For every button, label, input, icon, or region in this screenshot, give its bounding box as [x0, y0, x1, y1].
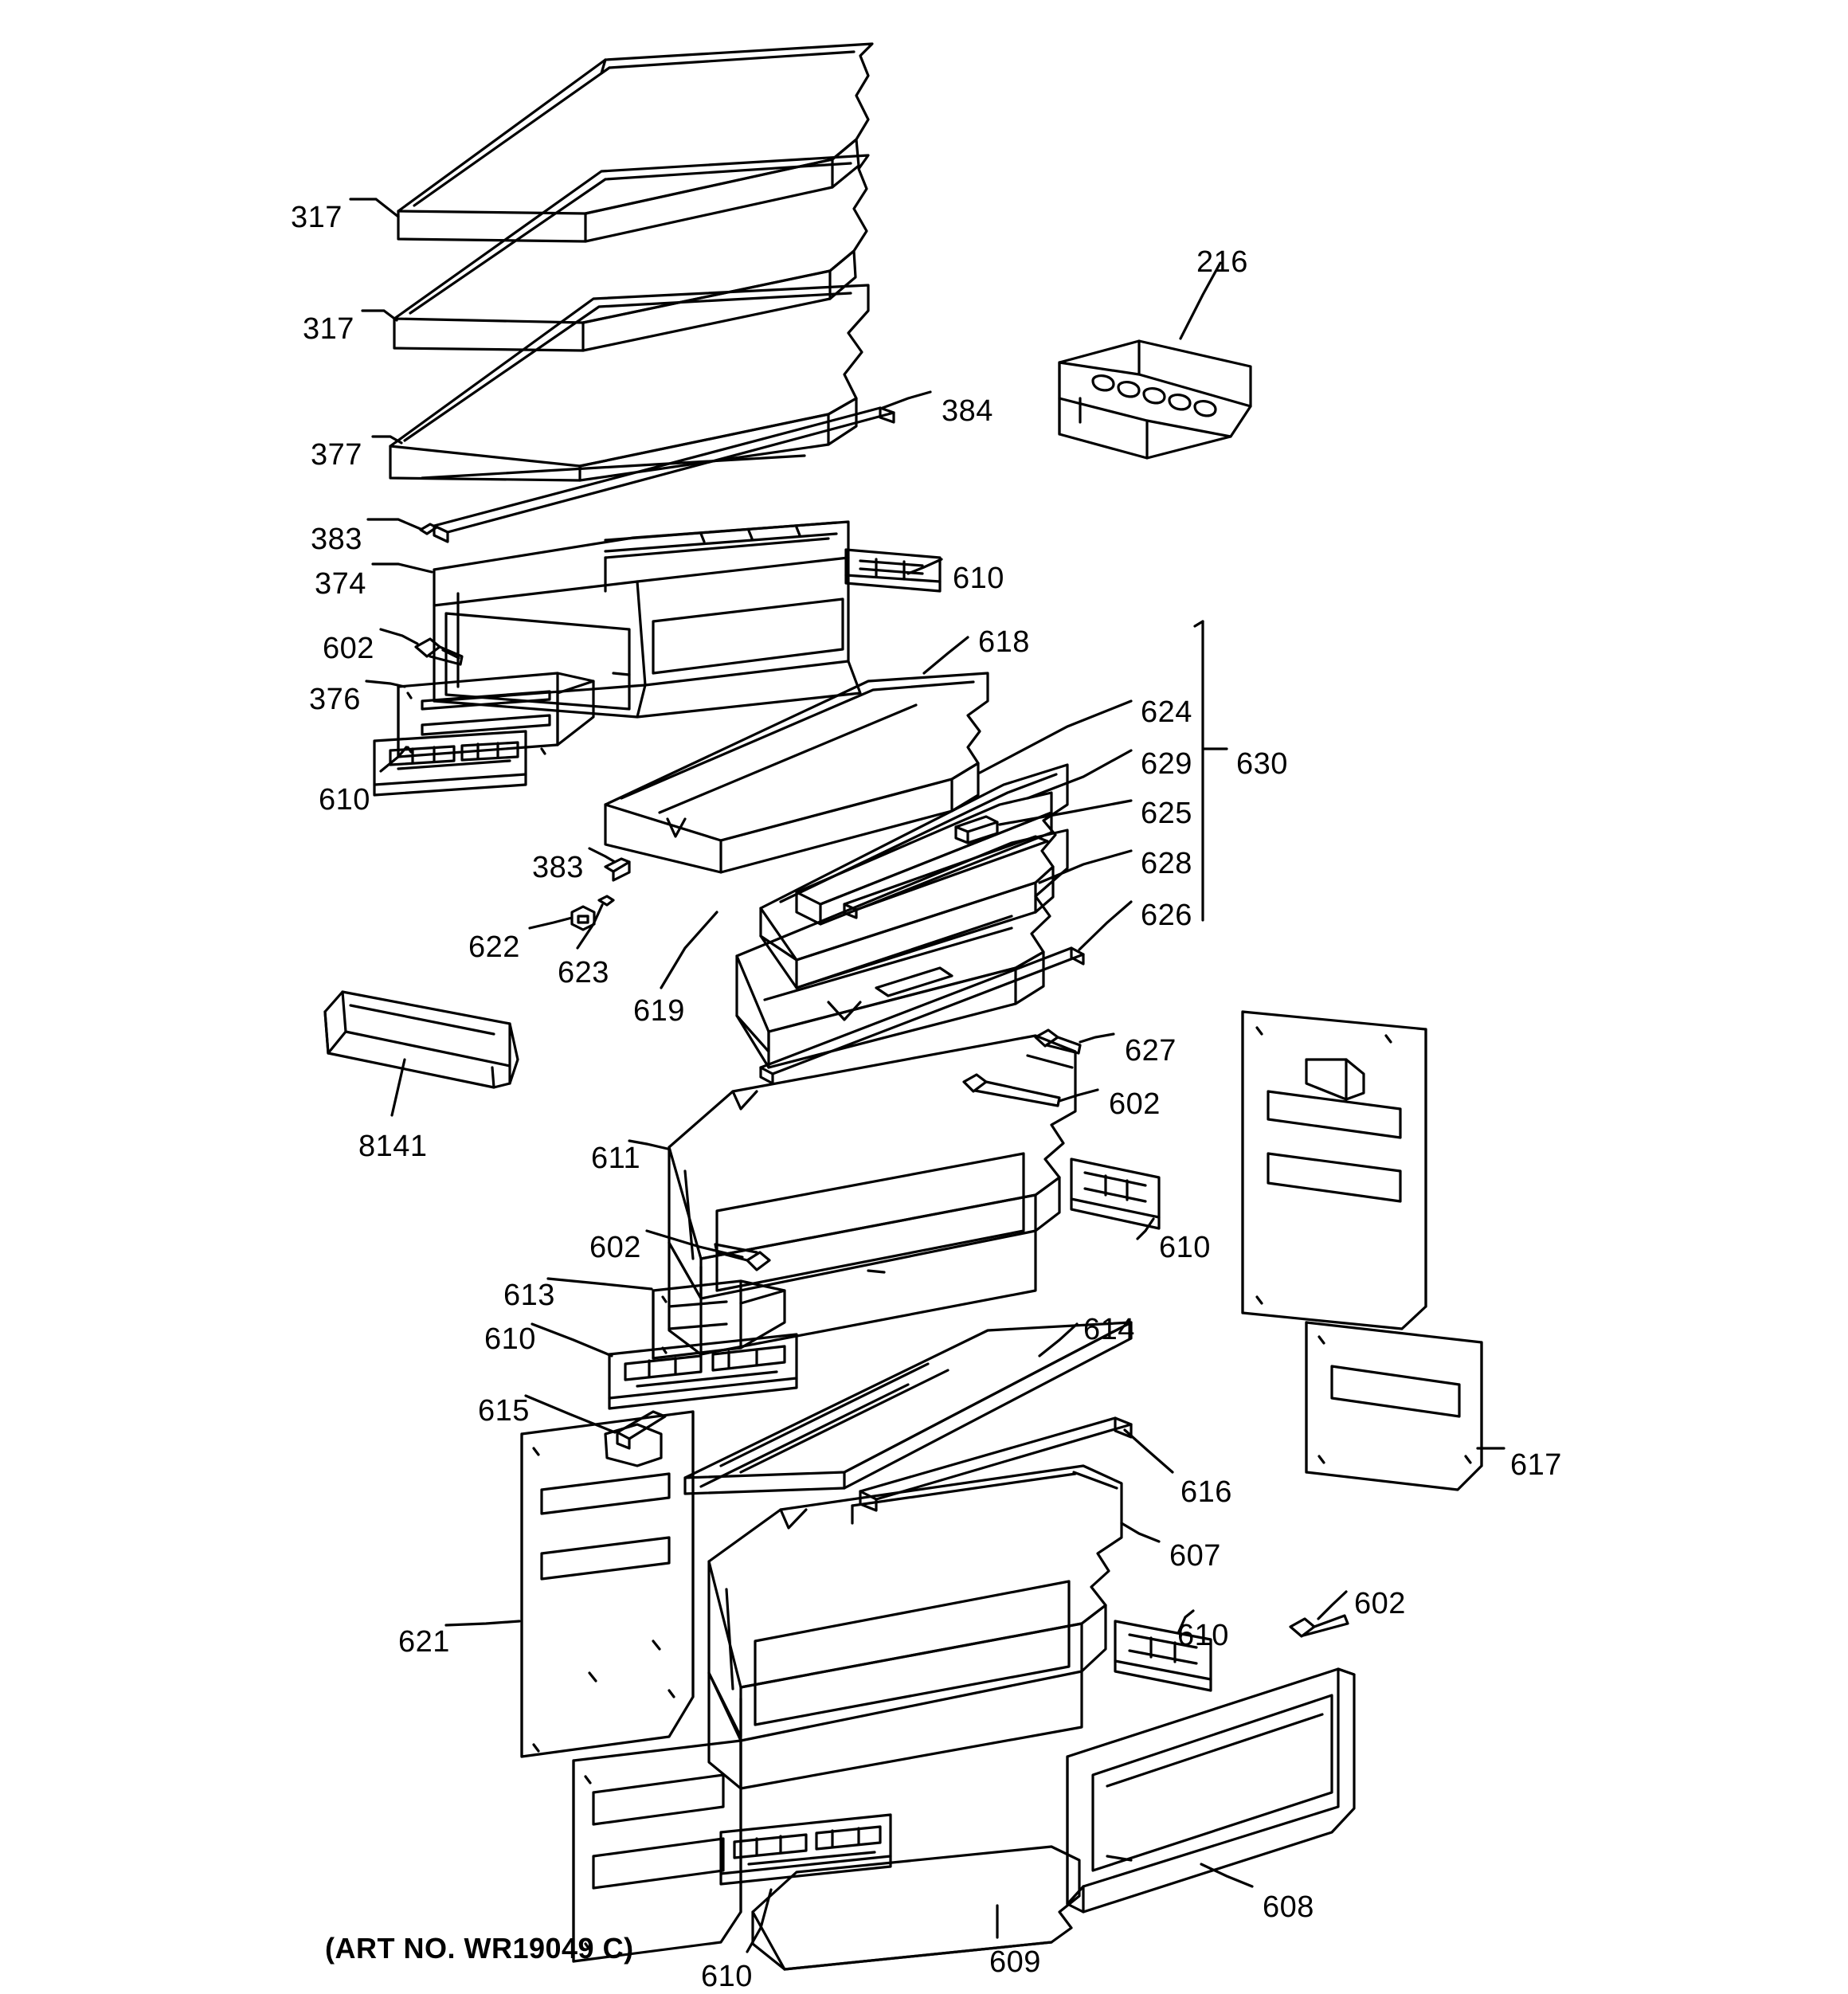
- part-611-drawer: [669, 1036, 1075, 1354]
- part-617-right-panel: [1243, 1012, 1482, 1490]
- callout-616: 616: [1180, 1475, 1232, 1509]
- part-384-trim-rail: [434, 408, 894, 542]
- callout-610-611: 610: [1159, 1231, 1211, 1264]
- callout-317-lower: 317: [303, 312, 354, 346]
- part-619-pan: [737, 830, 1067, 1068]
- callout-610-upper-left: 610: [319, 783, 370, 817]
- callout-608: 608: [1263, 1890, 1314, 1924]
- callout-602-611: 602: [1109, 1087, 1161, 1121]
- callout-627: 627: [1125, 1034, 1177, 1068]
- callout-216: 216: [1196, 245, 1248, 279]
- part-618-cover: [605, 673, 988, 872]
- part-610-slide-611: [1071, 1159, 1159, 1228]
- part-623-washer: [599, 896, 613, 905]
- part-317-upper-shelf: [398, 44, 872, 241]
- part-610-slide-613: [609, 1334, 797, 1408]
- callout-602-lower: 602: [1354, 1587, 1406, 1620]
- callout-618: 618: [978, 625, 1030, 659]
- part-317-lower-shelf: [394, 155, 868, 351]
- part-377-shelf-frame: [390, 285, 868, 480]
- callout-617: 617: [1510, 1448, 1562, 1482]
- callout-619: 619: [633, 994, 685, 1028]
- callout-384: 384: [942, 394, 993, 428]
- callout-626: 626: [1141, 899, 1192, 932]
- callout-630: 630: [1236, 747, 1288, 781]
- callout-383-upper: 383: [311, 523, 362, 556]
- part-616-rail: [860, 1418, 1131, 1510]
- callout-623: 623: [558, 956, 609, 989]
- callout-622: 622: [468, 930, 520, 964]
- callout-611: 611: [591, 1142, 641, 1175]
- part-610-slide-bottom: [721, 1815, 891, 1884]
- callout-602-upper: 602: [323, 632, 374, 665]
- art-number-label: (ART NO. WR19049 C): [325, 1932, 634, 1965]
- callout-8141: 8141: [358, 1130, 428, 1163]
- part-608-front-panel: [1067, 1669, 1354, 1912]
- callout-602-613: 602: [589, 1231, 641, 1264]
- callout-376: 376: [309, 683, 361, 716]
- part-602-screw-upper: [416, 639, 462, 664]
- part-8141-trim: [325, 992, 518, 1087]
- callout-624: 624: [1141, 695, 1192, 729]
- part-383-clip-lower: [605, 859, 629, 880]
- callout-317-upper: 317: [291, 201, 343, 234]
- callout-610-607: 610: [1177, 1619, 1229, 1652]
- callout-614: 614: [1083, 1313, 1135, 1346]
- callout-383-lower: 383: [532, 851, 584, 884]
- callout-625: 625: [1141, 797, 1192, 830]
- callout-609: 609: [989, 1945, 1041, 1979]
- callout-613: 613: [503, 1279, 555, 1312]
- part-629-inner-window: [797, 793, 1051, 924]
- callout-610-upper-right: 610: [953, 562, 1004, 595]
- part-374-drawer-pan: [434, 522, 860, 717]
- callout-374: 374: [315, 567, 366, 601]
- part-607-drawer: [709, 1466, 1122, 1788]
- part-628-internal-bar: [844, 836, 1047, 918]
- part-624-lid: [761, 765, 1067, 988]
- part-610-slide-upper-right: [846, 550, 940, 591]
- part-602-screw-611: [964, 1075, 1059, 1106]
- callout-607: 607: [1169, 1539, 1221, 1573]
- callout-629: 629: [1141, 747, 1192, 781]
- part-630-assembly: [1195, 621, 1203, 920]
- callout-610-613: 610: [484, 1322, 536, 1356]
- callout-621: 621: [398, 1625, 450, 1659]
- callout-615: 615: [478, 1394, 530, 1428]
- callout-628: 628: [1141, 847, 1192, 880]
- part-216-tray: [1059, 341, 1251, 458]
- part-626-rail: [761, 948, 1083, 1083]
- callout-610-bottom: 610: [701, 1960, 753, 1993]
- callout-377: 377: [311, 438, 362, 472]
